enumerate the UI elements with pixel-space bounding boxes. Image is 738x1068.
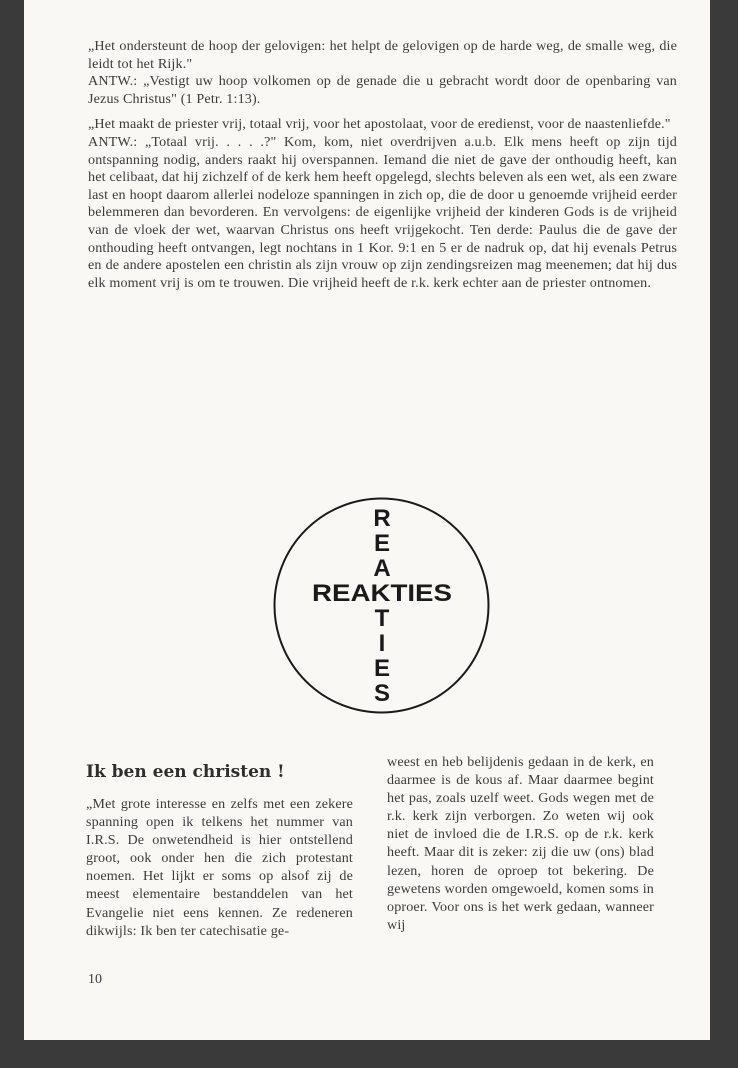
page <box>24 0 710 1040</box>
answer-hope: ANTW.: „Vestigt uw hoop volkomen op de genade die u gebracht wordt door de openbaring van Jezus Christus" (1 Petr. 1:13). <box>88 73 677 107</box>
vertical-letter: S <box>373 680 391 707</box>
left-column <box>86 753 353 940</box>
quote-hope: „Het ondersteunt de hoop der gelovigen: het helpt de gelovigen op de harde weg, de smalle weg, die leidt tot het Rijk." <box>88 38 677 72</box>
article-continuation <box>88 38 677 292</box>
right-column-text: weest en heb belijdenis gedaan in de kerk, en daarmee is de kous af. Maar daarmee begint het pas, zoals uzelf weet. Gods wegen met de r.k. kerk zijn verborgen. Zo weten wij ook niet de invloed die de I.R.S. op de r.k. kerk heeft. Maar dit is zeker: zij die uw (ons) blad lezen, horen de oproep tot bekering. De gewetens worden omgewoeld, komen soms in oproer. Voor ons is het werk gedaan, wanneer wij <box>387 754 654 933</box>
quote-freedom: „Het maakt de priester vrij, totaal vrij, voor het apostolaat, voor de eredienst, voor de naastenliefde." <box>88 116 671 133</box>
page-number: 10 <box>88 972 102 987</box>
vertical-letter: T <box>374 605 390 632</box>
left-column-text: „Met grote interesse en zelfs met een zekere spanning open ik telkens het nummer van I.R.S. De onwetendheid is hier ontstellend groot, ook onder hen die zich protestant noemen. Het lijkt er soms op alsof zij de meest elementaire bestanddelen van het Evangelie niet eens kennen. Ze redeneren dikwijls: Ik ben ter catechisatie ge- <box>86 796 353 939</box>
emblem-horizontal-word: REAKTIES <box>312 580 452 607</box>
vertical-letter: A <box>373 555 391 582</box>
answer-freedom: ANTW.: „Totaal vrij. . . . .?" Kom, kom, niet overdrijven a.u.b. Elk mens heeft op zijn tijd ontspanning nodig, anders raakt hij overspannen. Iemand die niet de gave der onthoudig heeft, kan het celibaat, dat hij zichzelf of de kerk hem heeft opgelegd, slechts beleven als een wet, als een zware last en hoopt daarom allerlei nodeloze spanningen in zich op, die de door u genoemde vrijheid eerder belemmeren dan bevorderen. En vervolgens: de eigenlijke vrijheid der kinderen Gods is de vrijheid van de vloek der wet, waarvan Christus ons heeft vrijgekocht. Ten derde: Paulus die de gave der onthouding heeft ontvangen, legt nochtans in 1 Kor. 9:1 en 5 er de nadruk op, dat hij evenals Petrus en de andere apostelen een christin als zijn vrouw op zijn zendingsreizen mag meenemen; dat hij dus elk moment vrij is om te trouwen. Die vrijheid heeft de r.k. kerk echter aan de priester ontnomen. <box>88 133 677 291</box>
reakties-logo-graphic <box>272 496 491 715</box>
section-heading: Ik ben een christen ! <box>86 762 285 782</box>
right-column <box>387 753 654 934</box>
vertical-letter: R <box>373 505 391 532</box>
vertical-letter: E <box>373 530 391 557</box>
vertical-letter: I <box>378 630 386 657</box>
vertical-letter: E <box>373 655 391 682</box>
reakties-emblem <box>272 496 491 715</box>
